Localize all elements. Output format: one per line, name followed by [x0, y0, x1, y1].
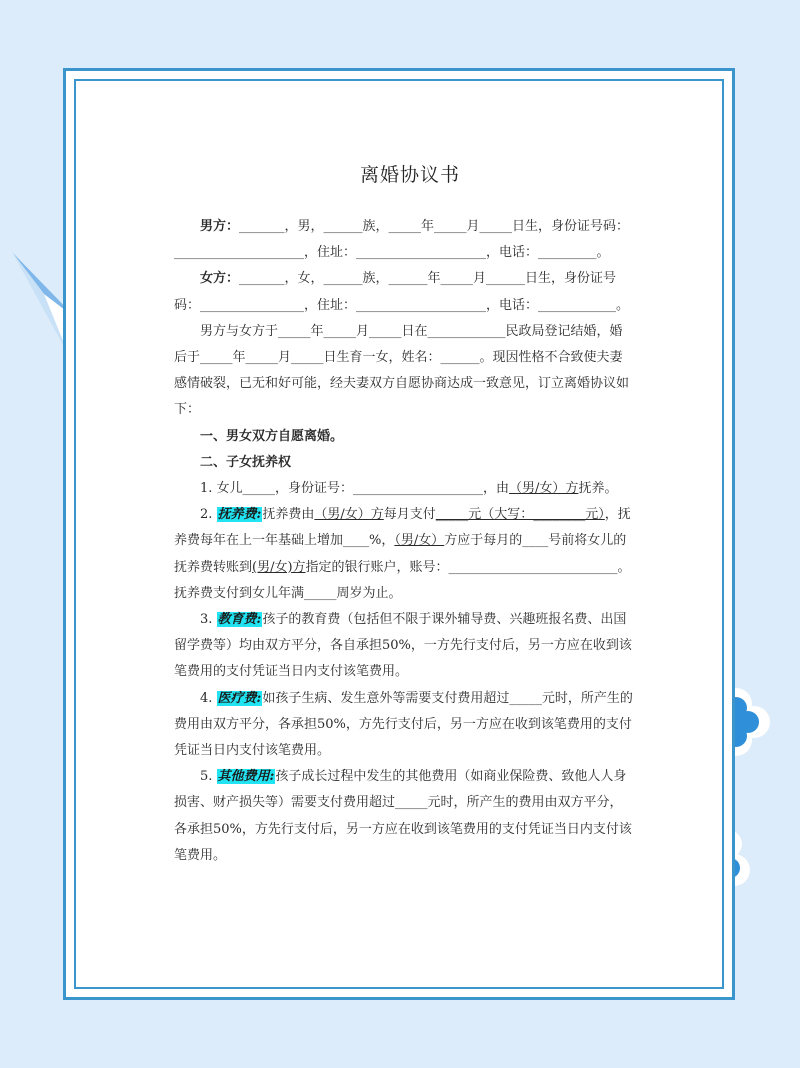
item-2-text-b: 每月支付 — [383, 507, 436, 523]
item-3-text: 孩子的教育费（包括但不限于课外辅导费、兴趣班报名费、出国留学费等）均由双方平分，各自承担50%，一方先行支付后，另一方应在收到该笔费用的支付凭证当日内支付该笔费用。 — [174, 612, 632, 680]
item-2-text-a: 抚养费由 — [262, 507, 315, 523]
party-male-text: _______，男，______族，_____年_____月_____日生，身份证号码：____________________，住址：____________________，电话：_________。 — [174, 219, 630, 261]
item-2-party-1: （男/女）方 — [314, 507, 384, 523]
item-2 — [174, 502, 634, 607]
item-2-highlight: 抚养费: — [217, 507, 262, 523]
item-4-text: 如孩子生病、发生意外等需要支付费用超过_____元时，所产生的费用由双方平分，各承担50%，方先行支付后，另一方应在收到该笔费用的支付凭证当日内支付该笔费用。 — [174, 690, 633, 759]
section-heading-1: 一、男女双方自愿离婚。 — [200, 428, 344, 444]
item-2-text-c: ，抚养费每年在上一年基础上增加____%， — [174, 507, 631, 549]
party-female-text: _______，女，______族，______年_____月______日生，身份证号码：________________，住址：____________________，电话：____________。 — [174, 271, 630, 313]
item-2-text-e: 指定的银行账户，账号：__________________________。抚养费支付到女儿年满_____周岁为止。 — [174, 559, 631, 601]
item-1-party: （男/女）方 — [509, 481, 579, 497]
item-5-highlight: 其他费用: — [217, 769, 275, 785]
item-1 — [174, 476, 634, 502]
item-2-text-d: 方应于每月的____号前将女儿的抚养费转账到 — [174, 533, 627, 575]
item-3 — [174, 607, 634, 686]
party-male-paragraph — [174, 214, 634, 266]
item-1-text: 1. 女儿_____，身份证号：____________________，由 — [200, 481, 510, 497]
item-5 — [174, 764, 634, 869]
item-2-party-2: （男/女） — [394, 533, 445, 549]
item-2-amount: _____元（大写：________元） — [435, 507, 605, 523]
item-2-number: 2. — [200, 507, 217, 523]
item-3-highlight: 教育费: — [217, 612, 262, 628]
party-male-label: 男方： — [200, 219, 240, 234]
item-4-number: 4. — [200, 690, 217, 706]
item-1-end: 抚养。 — [578, 481, 618, 497]
section-heading-2: 二、子女抚养权 — [200, 454, 292, 470]
item-4-highlight: 医疗费: — [217, 690, 262, 706]
item-5-text: 孩子成长过程中发生的其他费用（如商业保险费、致他人人身损害、财产损失等）需要支付费用超过_____元时，所产生的费用由双方平分，各承担50%，方先行支付后，另一方应在收到该笔费用的支付凭证当日内支付该笔费用。 — [174, 769, 632, 863]
marriage-paragraph: 男方与女方于_____年_____月_____日在____________民政局登记结婚，婚后于_____年_____月_____日生育一女，姓名：______。现因性格不合致使夫妻感情破裂，已无和好可能，经夫妻双方自愿协商达成一致意见，订立离婚协议如下： — [174, 323, 630, 418]
document-title: 离婚协议书 — [359, 164, 460, 186]
item-2-party-3: (男/女)方 — [252, 559, 306, 575]
item-5-number: 5. — [200, 769, 217, 785]
party-female-label: 女方： — [200, 271, 240, 287]
item-4 — [174, 686, 634, 765]
item-3-number: 3. — [200, 612, 217, 628]
party-female-paragraph — [174, 266, 634, 318]
document-body — [174, 214, 634, 869]
